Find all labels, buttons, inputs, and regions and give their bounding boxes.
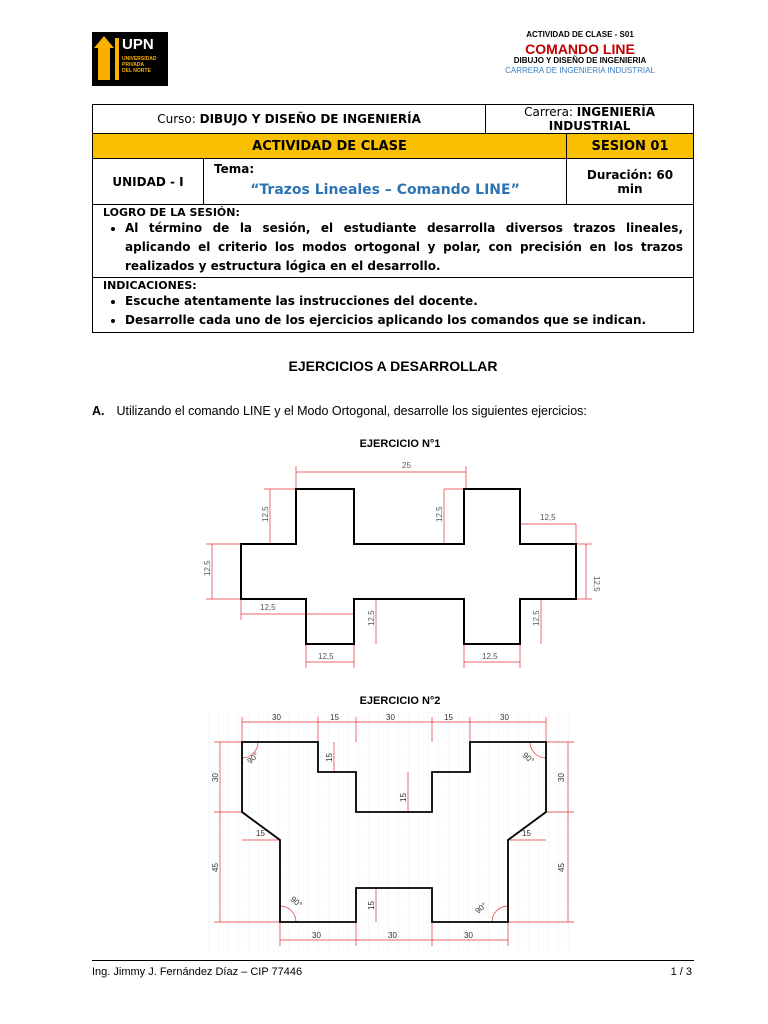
ex1-dim-bottom-left: 12,5 <box>318 652 334 661</box>
unidad-cell: UNIDAD - I <box>93 159 204 205</box>
ex2-angle-3: 90° <box>473 900 489 916</box>
ex2-dim-top-1: 15 <box>330 713 339 722</box>
ex2-dim-inner-3: 15 <box>522 829 531 838</box>
ex1-dim-right-lower: 12,5 <box>532 610 541 626</box>
footer-author: Ing. Jimmy J. Fernández Díaz – CIP 77446 <box>92 966 303 978</box>
ex2-dim-bottom-2: 30 <box>464 931 473 940</box>
sesion-cell: SESION 01 <box>567 134 694 159</box>
logro-item: • Al término de la sesión, el estudiante desarrolla diversos trazos lineales, aplicando el criterio los modos ortogonal y polar, con precisión en los trazos realizados y estructura lógica en el desarrollo. <box>125 219 683 276</box>
ex2-dim-top-0: 30 <box>272 713 281 722</box>
ex2-dim-inner-4: 15 <box>367 901 376 910</box>
header-line1: ACTIVIDAD DE CLASE - S01 <box>526 30 634 39</box>
ex2-angle-0: 90° <box>245 750 261 766</box>
carrera-cell: Carrera: INGENIERÍA INDUSTRIAL <box>486 105 694 134</box>
ex1-dim-right-upper: 12,5 <box>540 513 556 522</box>
ex2-dim-bottom-0: 30 <box>312 931 321 940</box>
ex1-dim-mid-upper: 12,5 <box>435 506 444 522</box>
info-table <box>92 104 694 333</box>
ex2-dim-right-1: 45 <box>557 863 566 872</box>
duracion-cell: Duración: 60 min <box>567 159 694 205</box>
ex1-dim-left-side: 12,5 <box>203 560 212 576</box>
indicacion-item: • Desarrolle cada uno de los ejercicios aplicando los comandos que se indican. <box>125 311 683 330</box>
logo-subtext: UNIVERSIDAD PRIVADA DEL NORTE <box>122 56 157 74</box>
ex2-angle-2: 90° <box>288 894 304 910</box>
ex2-dim-inner-1: 15 <box>399 793 408 802</box>
ex2-dim-left-1: 45 <box>211 863 220 872</box>
intro-paragraph: A. Utilizando el comando LINE y el Modo Ortogonal, desarrolle los siguientes ejercicios: <box>92 404 587 418</box>
footer-divider <box>92 960 694 961</box>
ex1-dim-mid-lower: 12,5 <box>367 610 376 626</box>
indicacion-item: • Escuche atentamente las instrucciones del docente. <box>125 292 683 311</box>
header-title: COMANDO LINE <box>525 41 635 57</box>
ex2-dim-top-2: 30 <box>386 713 395 722</box>
ex2-dim-top-3: 15 <box>444 713 453 722</box>
ex2-dim-left-0: 30 <box>211 773 220 782</box>
ex2-drawing <box>208 712 578 952</box>
ex1-drawing <box>196 454 616 674</box>
ex2-title: EJERCICIO N°2 <box>359 695 441 707</box>
curso-cell: Curso: DIBUJO Y DISEÑO DE INGENIERÍA <box>93 105 486 134</box>
ex1-dim-left-upper: 12,5 <box>261 506 270 522</box>
tema-value: “Trazos Lineales – Comando LINE” <box>250 182 520 198</box>
ex1-dim-left-lower: 12,5 <box>260 603 276 612</box>
ex2-dim-inner-0: 15 <box>325 753 334 762</box>
ex2-dim-top-4: 30 <box>500 713 509 722</box>
header-course: DIBUJO Y DISEÑO DE INGENIERIA <box>513 56 647 65</box>
ex2-angle-1: 90° <box>520 750 536 766</box>
indicaciones-cell: INDICACIONES: • Escuche atentamente las instrucciones del docente. • Desarrolle cada uno de los ejercicios aplicando los comandos que se indican. <box>93 278 694 333</box>
ex2-dim-bottom-1: 30 <box>388 931 397 940</box>
ex1-title: EJERCICIO N°1 <box>359 438 441 450</box>
page-number: 1 / 3 <box>670 966 692 978</box>
ex2-dim-right-0: 30 <box>557 773 566 782</box>
actividad-cell: ACTIVIDAD DE CLASE <box>93 134 567 159</box>
header-career: CARRERA DE INGENIERIA INDUSTRIAL <box>505 66 655 75</box>
logro-cell: LOGRO DE LA SESIÓN: • Al término de la sesión, el estudiante desarrolla diversos trazos lineales, aplicando el criterio los modos ortogonal y polar, con precisión en los trazos realizados y estructura lógica en el desarrollo. <box>93 205 694 278</box>
ex1-dim-right-side: 12,5 <box>592 576 601 592</box>
ex1-dim-bottom-right: 12,5 <box>482 652 498 661</box>
tema-cell: Tema: “Trazos Lineales – Comando LINE” <box>204 159 567 205</box>
ex2-dim-inner-2: 15 <box>256 829 265 838</box>
section-title: EJERCICIOS A DESARROLLAR <box>288 358 498 374</box>
logo-text: UPN <box>122 36 154 53</box>
ex1-dim-top: 25 <box>402 461 411 470</box>
